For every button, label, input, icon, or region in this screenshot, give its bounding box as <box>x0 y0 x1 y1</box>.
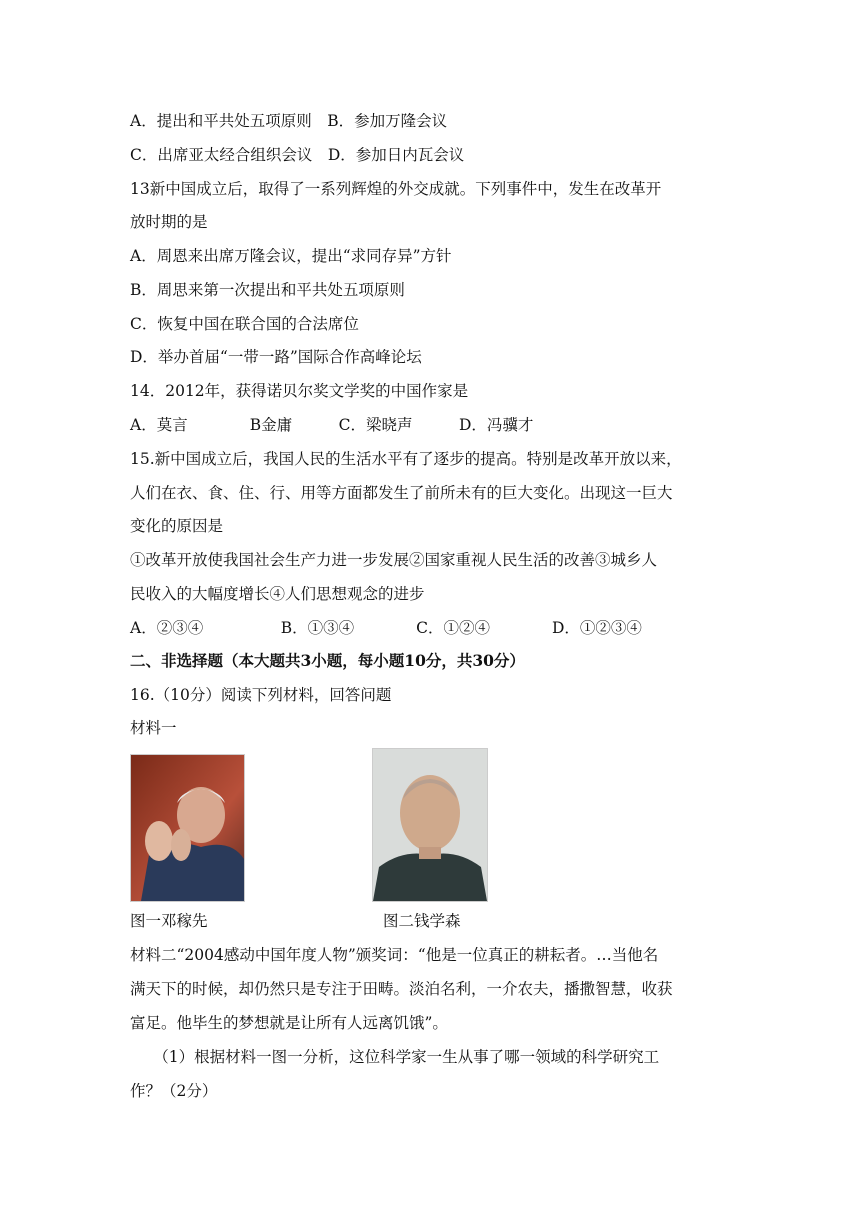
figure-caption: 图一邓稼先 <box>130 912 208 930</box>
figure-caption: 图二钱学森 <box>383 912 461 930</box>
text-line: B．周思来第一次提出和平共处五项原则 <box>130 281 405 299</box>
text-line: A．莫言 B金庸 C．梁晓声 D．冯骥才 <box>130 416 534 434</box>
text-line: 15.新中国成立后，我国人民的生活水平有了逐步的提高。特别是改革开放以来， <box>130 450 682 468</box>
text-line: A．提出和平共处五项原则 B．参加万隆会议 <box>130 112 448 130</box>
text-line: 作？（2分） <box>130 1082 218 1100</box>
text-line: 富足。他毕生的梦想就是让所有人远离饥饿”。 <box>130 1014 448 1032</box>
text-line: 放时期的是 <box>130 213 208 231</box>
text-line: 变化的原因是 <box>130 517 224 535</box>
text-line: 16.（10分）阅读下列材料，回答问题 <box>130 686 392 704</box>
text-line: 人们在衣、食、住、行、用等方面都发生了前所未有的巨大变化。出现这一巨大 <box>130 484 673 502</box>
photo-deng-jiaxian <box>130 754 245 902</box>
text-line: （1）根据材料一图一分析，这位科学家一生从事了哪一领域的科学研究工 <box>130 1048 660 1066</box>
text-line: 满天下的时候，却仍然只是专注于田畴。淡泊名利，一介农夫，播撒智慧，收获 <box>130 980 673 998</box>
text-line: 材料二“2004感动中国年度人物”颁奖词：“他是一位真正的耕耘者。…当他名 <box>130 946 659 964</box>
text-line: A．周恩来出席万隆会议，提出“求同存异”方针 <box>130 247 452 265</box>
text-line: 材料一 <box>130 719 177 737</box>
photo-qian-xuesen <box>372 748 488 902</box>
text-line: ①改革开放使我国社会生产力进一步发展②国家重视人民生活的改善③城乡人 <box>130 551 658 569</box>
section-heading: 二、非选择题（本大题共3小题，每小题10分，共30分） <box>130 651 525 670</box>
text-line: A．②③④ B．①③④ C．①②④ D．①②③④ <box>130 619 642 637</box>
text-line: 14．2012年，获得诺贝尔奖文学奖的中国作家是 <box>130 382 469 400</box>
text-line: C．出席亚太经合组织会议 D．参加日内瓦会议 <box>130 146 465 164</box>
text-line: 民收入的大幅度增长④人们思想观念的进步 <box>130 585 425 603</box>
text-line: C．恢复中国在联合国的合法席位 <box>130 315 359 333</box>
text-line: D．举办首届“一带一路”国际合作高峰论坛 <box>130 348 422 366</box>
portrait-image <box>131 755 244 901</box>
text-line: 13新中国成立后，取得了一系列辉煌的外交成就。下列事件中，发生在改革开 <box>130 180 662 198</box>
portrait-image <box>373 749 487 901</box>
